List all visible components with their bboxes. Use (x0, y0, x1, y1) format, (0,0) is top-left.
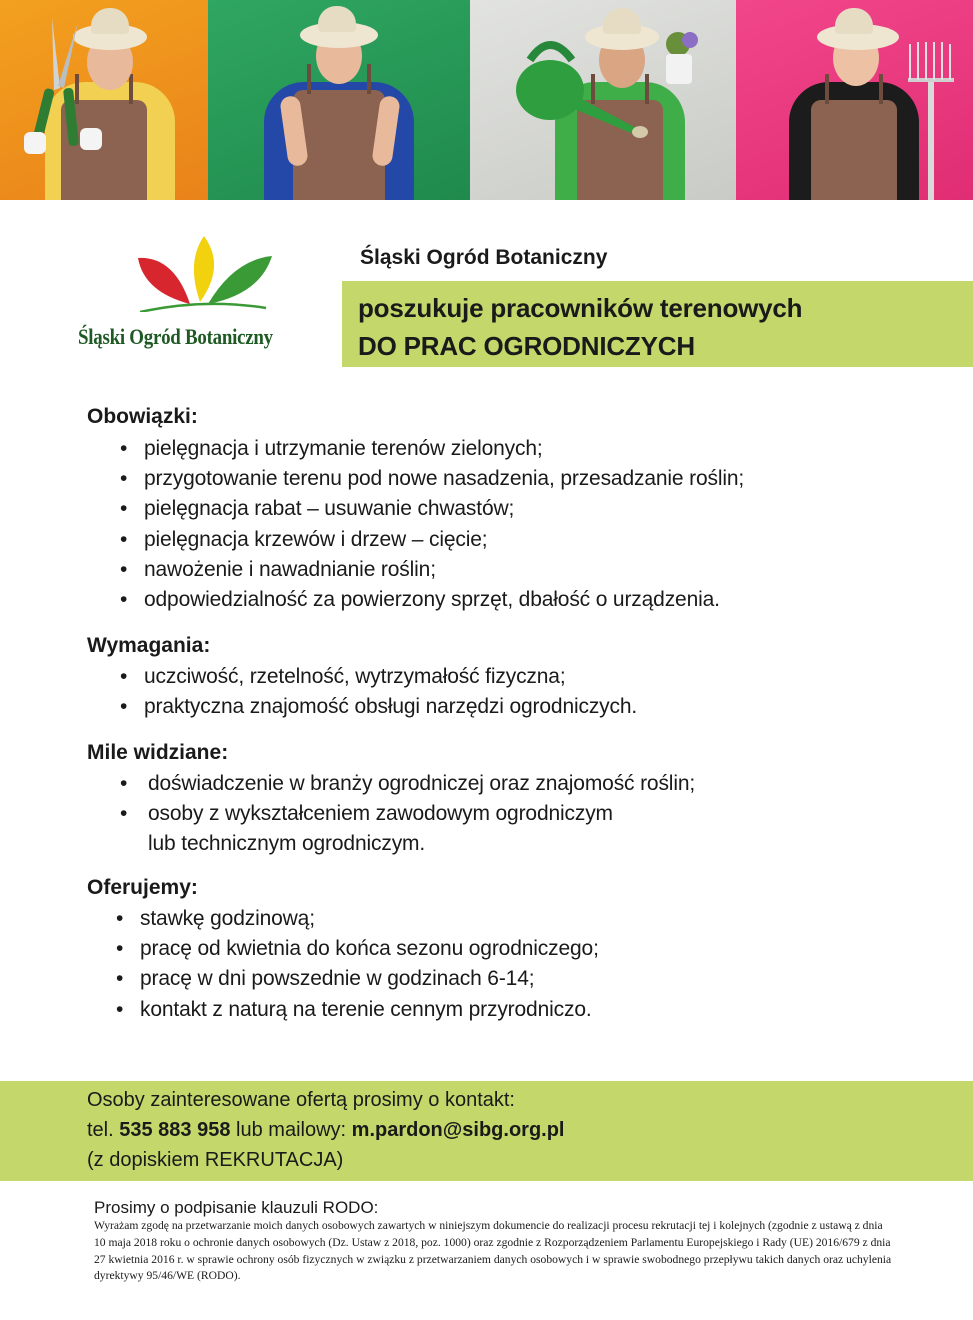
list-item: • pielęgnacja krzewów i drzew – cięcie; (120, 525, 744, 555)
headline-banner (342, 281, 973, 367)
list-item: • pracę od kwietnia do końca sezonu ogrodniczego; (116, 934, 599, 964)
contact-note: (z dopiskiem REKRUTACJA) (87, 1149, 344, 1171)
offer-list (116, 904, 599, 1025)
nice-to-have-list (120, 769, 695, 860)
contact-band (0, 1081, 973, 1181)
phone-number[interactable]: 535 883 958 (119, 1119, 231, 1141)
photo-gardener-rake (736, 0, 973, 200)
list-item: • nawożenie i nawadnianie roślin; (120, 555, 744, 585)
headline-line-2: DO PRAC OGRODNICZYCH (358, 331, 695, 361)
list-item: • pracę w dni powszednie w godzinach 6-14; (116, 964, 599, 994)
list-item: • praktyczna znajomość obsługi narzędzi ogrodniczych. (120, 692, 637, 722)
list-item: • przygotowanie terenu pod nowe nasadzenia, przesadzanie roślin; (120, 464, 744, 494)
photo-gardener-watering-can (470, 0, 736, 200)
shears-icon (30, 18, 90, 148)
tel-prefix: tel. (87, 1119, 114, 1141)
list-item: • osoby z wykształceniem zawodowym ogrodniczym (120, 799, 695, 829)
list-item: • doświadczenie w branży ogrodniczej oraz znajomość roślin; (120, 769, 695, 799)
email-link[interactable]: m.pardon@sibg.org.pl (351, 1119, 565, 1141)
logo-wordmark: Śląski Ogród Botaniczny (78, 324, 273, 349)
list-item: • odpowiedzialność za powierzony sprzęt, dbałość o urządzenia. (120, 585, 744, 615)
duties-title: Obowiązki: (87, 405, 198, 428)
list-item: • kontakt z naturą na terenie cennym przyrodniczo. (116, 995, 599, 1025)
organization-logo (74, 232, 284, 362)
rodo-clause: Wyrażam zgodę na przetwarzanie moich danych osobowych zawartych w niniejszym dokumencie do realizacji procesu rekrutacji tej i kolejnych (zgodnie z ustawą z dnia 10 maja 2018 roku o ochronie danych osobowych (Dz. Ustaw z 2018, poz. 1000) oraz zgodnie z Rozporządzeniem Parlamentu Europejskiego i Rady (UE) 2016/679 z dnia 27 kwietnia 2016 r. w sprawie ochrony osób fizycznych w związku z przetwarzaniem danych osobowych i w sprawie swobodnego przepływu takich danych oraz uchylenia dyrektywy 95/46/WE (RODO). (94, 1219, 892, 1283)
potted-plant-icon (656, 30, 706, 90)
requirements-list (120, 662, 637, 722)
photo-gardener-thumbs-up (208, 0, 470, 200)
list-item: • stawkę godzinową; (116, 904, 599, 934)
list-item: • uczciwość, rzetelność, wytrzymałość fizyczna; (120, 662, 637, 692)
headline-line-1: poszukuje pracowników terenowych (358, 293, 803, 323)
list-item: • pielęgnacja i utrzymanie terenów zielonych; (120, 434, 744, 464)
rodo-title: Prosimy o podpisanie klauzuli RODO: (94, 1198, 379, 1217)
nice-to-have-title: Mile widziane: (87, 741, 229, 764)
contact-intro: Osoby zainteresowane ofertą prosimy o kontakt: (87, 1089, 515, 1111)
photo-strip (0, 0, 973, 200)
rake-icon (904, 40, 958, 200)
offer-title: Oferujemy: (87, 876, 198, 899)
organization-name: Śląski Ogród Botaniczny (360, 246, 608, 269)
watering-can-icon (510, 30, 650, 140)
contact-details (87, 1115, 973, 1145)
list-item-continuation: lub technicznym ogrodniczym. (148, 832, 426, 856)
leaves-logo-icon (134, 232, 274, 312)
mail-prefix: lub mailowy: (236, 1119, 347, 1141)
list-item: • pielęgnacja rabat – usuwanie chwastów; (120, 494, 744, 524)
requirements-title: Wymagania: (87, 634, 211, 657)
photo-gardener-shears (0, 0, 208, 200)
duties-list (120, 434, 744, 615)
